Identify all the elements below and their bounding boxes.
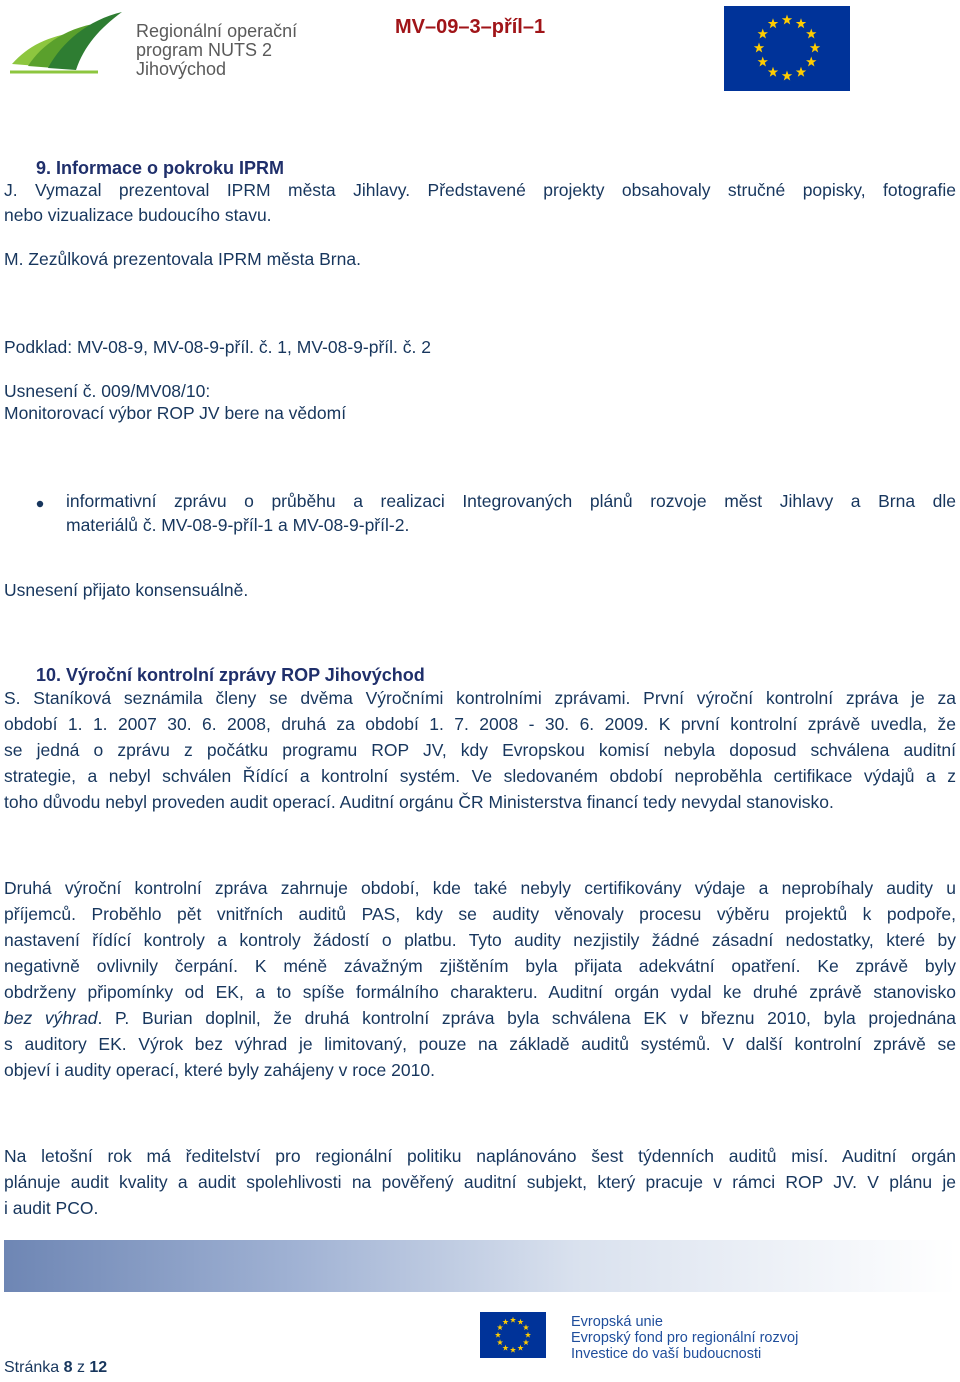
- logo-text-line3: Jihovýchod: [136, 59, 227, 79]
- bullet-line1: informativní zprávu o průběhu a realizaci Integrovaných plánů rozvoje měst Jihlavy a Brna dle: [66, 491, 956, 511]
- page-of: z: [76, 1359, 85, 1376]
- page-label: Stránka: [4, 1359, 60, 1376]
- paragraph-line: S. Staníková seznámila členy se dvěma Výročními kontrolními zprávami. První výroční kontrolní zpráva je za: [4, 688, 956, 708]
- usneseni-text: Monitorovací výbor ROP JV bere na vědomí: [4, 403, 347, 423]
- logo-text-line2: program NUTS 2: [136, 40, 273, 60]
- bullet-line2: materiálů č. MV-08-9-příl-1 a MV-08-9-příl-2.: [66, 515, 410, 535]
- logo-text-line1: Regionální operační: [136, 21, 298, 41]
- podklad-line: Podklad: MV-08-9, MV-08-9-příl. č. 1, MV-08-9-příl. č. 2: [4, 337, 431, 357]
- section-9-heading: 9. Informace o pokroku IPRM: [36, 158, 285, 178]
- section-9-paragraph-line1: J. Vymazal prezentoval IPRM města Jihlavy. Představené projekty obsahovaly stručné popisky, fotografie: [4, 180, 956, 200]
- paragraph-line: Druhá výroční kontrolní zpráva zahrnuje období, kde také nebyly certifikovány výdaje a neprobíhaly audity u: [4, 878, 956, 898]
- footer-band: [4, 1240, 956, 1292]
- usneseni-prijato: Usnesení přijato konsensuálně.: [4, 580, 249, 600]
- eu-text-line1: Evropská unie: [571, 1314, 663, 1330]
- paragraph-line: příjemců. Proběhlo pět vnitřních auditů PAS, kdy se audity věnovaly procesu výběru projektů k podpoře,: [4, 904, 956, 924]
- paragraph-line: toho důvodu nebyl proveden audit operací. Auditní orgánu ČR Ministerstva financí tedy nevydal stanovisko.: [4, 792, 834, 812]
- paragraph-line: s auditory EK. Výrok bez výhrad je limitovaný, pouze na základě auditů systémů. V další kontrolní zprávě se: [4, 1034, 956, 1054]
- eu-text-line3: Investice do vaší budoucnosti: [571, 1346, 762, 1362]
- paragraph-line: objeví i audity operací, které byly zahájeny v roce 2010.: [4, 1060, 435, 1080]
- paragraph-line: plánuje audit kvality a audit spolehlivosti na pověřený auditní subjekt, který pracuje v rámci ROP JV. V plánu je: [4, 1172, 956, 1192]
- eu-flag-icon: [724, 6, 850, 91]
- section-10-paragraph-1: [4, 685, 956, 815]
- page-total: 12: [89, 1359, 108, 1376]
- italic-phrase: bez výhrad: [4, 1008, 98, 1028]
- paragraph-line: negativně ovlivnily čerpání. K méně závažným zjištěním byla přijata adekvátní opatření. Ke zprávě byly: [4, 956, 956, 976]
- eu-small-flag-icon: [480, 1312, 546, 1358]
- section-9-paragraph-2: M. Zezůlková prezentovala IPRM města Brna.: [4, 249, 361, 269]
- line-rest: . P. Burian doplnil, že druhá kontrolní zpráva byla schválena EK v březnu 2010, byla projednána: [97, 1008, 957, 1028]
- section-9-paragraph-line2: nebo vizualizace budoucího stavu.: [4, 205, 272, 225]
- paragraph-line: se jedná o zprávu z počátku programu ROP JV, kdy Evropskou komisí nebyla doposud schválena auditní: [4, 740, 956, 760]
- eu-text-line2: Evropský fond pro regionální rozvoj: [571, 1330, 799, 1346]
- section-10-paragraph-2: [4, 875, 956, 1083]
- paragraph-line: i audit PCO.: [4, 1198, 99, 1218]
- usneseni-title: Usnesení č. 009/MV08/10:: [4, 381, 211, 401]
- section-10-paragraph-3: [4, 1143, 956, 1221]
- rop-logo-icon: [8, 6, 128, 82]
- paragraph-line: období 1. 1. 2007 30. 6. 2008, druhá za období 1. 7. 2008 - 30. 6. 2009. K první kontrolní zprávě uvedla, že: [4, 714, 956, 734]
- section-10-heading: 10. Výroční kontrolní zprávy ROP Jihovýchod: [36, 665, 425, 685]
- paragraph-line: strategie, a nebyl schválen Řídící a kontrolní systém. Ve sledovaném období neproběhla certifikace výdajů a z: [4, 766, 956, 786]
- paragraph-line: nastavení řídící kontroly a kontroly žádostí o platbu. Tyto audity nezjistily žádné zásadní nedostatky, které by: [4, 930, 956, 950]
- page-number: [4, 1359, 107, 1377]
- document-code: MV–09–3–příl–1: [395, 16, 546, 38]
- page-current: 8: [63, 1359, 73, 1376]
- paragraph-line: Na letošní rok má ředitelství pro regionální politiku naplánováno šest týdenních auditů misí. Auditní orgán: [4, 1146, 956, 1166]
- paragraph-line: [4, 1005, 956, 1031]
- bullet-icon: [36, 492, 44, 513]
- paragraph-line: obdrženy připomínky od EK, a to spíše formálního charakteru. Auditní orgán vydal ke druhé zprávě stanovisko: [4, 982, 956, 1002]
